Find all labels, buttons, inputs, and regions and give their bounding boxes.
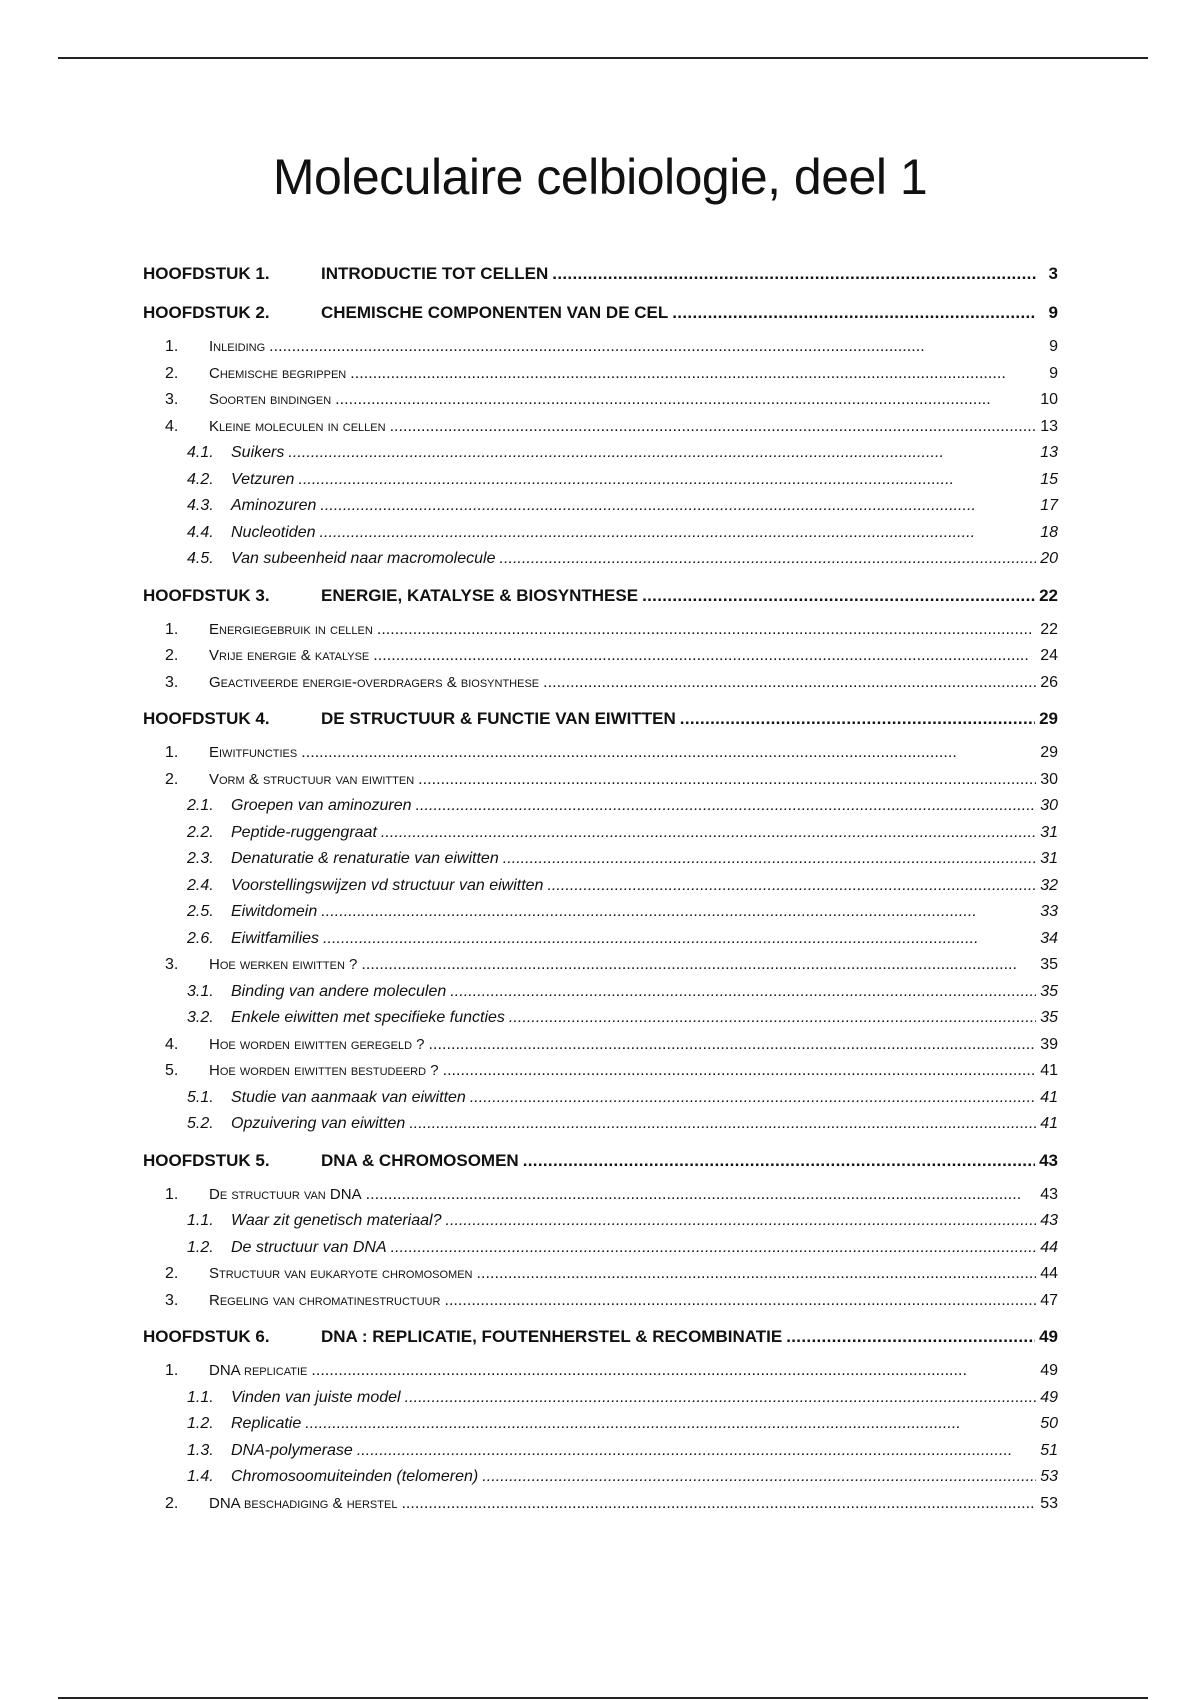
toc-entry-page: 43 xyxy=(1039,1150,1058,1170)
toc-dot-leader xyxy=(320,493,1036,520)
toc-entry-page: 13 xyxy=(1040,417,1058,435)
toc-entry[interactable] xyxy=(143,1464,1058,1491)
toc-entry-number: 3. xyxy=(165,673,179,691)
toc-entry-number: 3.2. xyxy=(187,1009,214,1026)
toc-entry-page: 32 xyxy=(1040,876,1058,894)
toc-entry-number: 3. xyxy=(165,956,179,973)
toc-entry-label: DNA : REPLICATIE, FOUTENHERSTEL & RECOMBINATIE xyxy=(321,1327,783,1346)
toc-entry-page: 44 xyxy=(1040,1265,1058,1282)
toc-entry[interactable] xyxy=(143,361,1058,388)
toc-entry-page: 9 xyxy=(1049,364,1058,382)
toc-entry-number: 4.3. xyxy=(187,497,214,514)
toc-entry-number: 4.5. xyxy=(187,550,214,567)
toc-entry-number: 3.1. xyxy=(187,982,214,1000)
toc-entry-page: 41 xyxy=(1040,1062,1058,1079)
toc-entry[interactable] xyxy=(143,1208,1058,1235)
toc-dot-leader xyxy=(552,255,1036,293)
toc-entry-page: 9 xyxy=(1049,338,1058,355)
toc-entry[interactable] xyxy=(143,1085,1058,1112)
toc-entry[interactable] xyxy=(143,387,1058,414)
toc-entry-number: 4. xyxy=(165,417,179,435)
toc-entry-label: Vetzuren xyxy=(231,470,295,488)
toc-entry-number: 2. xyxy=(165,1265,179,1282)
toc-entry-number: 3. xyxy=(165,391,179,408)
toc-dot-leader xyxy=(321,899,1036,926)
toc-entry-label: Peptide-ruggengraat xyxy=(231,823,377,841)
toc-entry[interactable] xyxy=(143,643,1058,670)
toc-dot-leader xyxy=(680,700,1035,738)
toc-entry-number: 3. xyxy=(165,1291,179,1309)
toc-entry-label: Geactiveerde energie-overdragers & biosynthese xyxy=(209,673,540,691)
toc-entry-label: INTRODUCTIE TOT CELLEN xyxy=(321,264,549,283)
toc-entry[interactable] xyxy=(143,1058,1058,1085)
toc-entry[interactable] xyxy=(143,740,1058,767)
toc-entry[interactable] xyxy=(143,1111,1058,1138)
toc-entry[interactable] xyxy=(143,1261,1058,1288)
toc-entry-number: 2.1. xyxy=(187,797,214,814)
toc-entry-number: HOOFDSTUK 5. xyxy=(143,1150,270,1170)
toc-entry-label: Chemische begrippen xyxy=(209,364,347,382)
toc-entry-label: Kleine moleculen in cellen xyxy=(209,417,386,435)
toc-entry-label: Eiwitfuncties xyxy=(209,744,298,761)
toc-entry-number: 5.2. xyxy=(187,1115,214,1132)
toc-chapter-entry[interactable] xyxy=(143,255,1058,293)
toc-dot-leader xyxy=(409,1111,1036,1138)
toc-entry-page: 31 xyxy=(1040,823,1058,841)
toc-dot-leader xyxy=(543,670,1036,697)
toc-entry[interactable] xyxy=(143,926,1058,953)
toc-dot-leader xyxy=(366,1182,1036,1209)
toc-dot-leader xyxy=(523,1142,1035,1180)
toc-entry-number: 1. xyxy=(165,744,179,761)
toc-entry-label: Binding van andere moleculen xyxy=(231,982,447,1000)
toc-entry-number: 4.2. xyxy=(187,470,214,488)
toc-dot-leader xyxy=(672,294,1036,332)
toc-entry[interactable] xyxy=(143,493,1058,520)
toc-entry-page: 41 xyxy=(1040,1088,1058,1106)
toc-entry-number: 2.3. xyxy=(187,850,214,867)
toc-dot-leader xyxy=(401,1491,1036,1518)
toc-entry-number: HOOFDSTUK 6. xyxy=(143,1327,270,1346)
toc-entry-page: 49 xyxy=(1040,1362,1058,1379)
toc-entry-number: 4.1. xyxy=(187,444,214,461)
toc-entry-number: 5.1. xyxy=(187,1088,214,1106)
toc-entry-page: 10 xyxy=(1040,391,1058,408)
toc-entry[interactable] xyxy=(143,1438,1058,1465)
toc-dot-leader xyxy=(470,1085,1036,1112)
toc-entry-number: 5. xyxy=(165,1062,179,1079)
toc-entry-label: Soorten bindingen xyxy=(209,391,332,408)
toc-entry-page: 49 xyxy=(1039,1327,1058,1346)
toc-entry-number: 1.2. xyxy=(187,1238,214,1256)
toc-entry-page: 43 xyxy=(1040,1185,1058,1203)
toc-entry-label: Aminozuren xyxy=(231,497,317,514)
toc-dot-leader xyxy=(450,979,1036,1006)
toc-dot-leader xyxy=(361,952,1036,979)
toc-entry-label: Vrije energie & katalyse xyxy=(209,647,370,664)
toc-entry-page: 18 xyxy=(1040,523,1058,541)
toc-entry-label: Voorstellingswijzen vd structuur van eiwitten xyxy=(231,876,544,894)
toc-entry-page: 13 xyxy=(1040,444,1058,461)
toc-entry-label: Vorm & structuur van eiwitten xyxy=(209,770,415,788)
toc-dot-leader xyxy=(444,1288,1036,1315)
toc-dot-leader xyxy=(373,643,1036,670)
toc-entry[interactable] xyxy=(143,952,1058,979)
toc-entry[interactable] xyxy=(143,467,1058,494)
toc-entry[interactable] xyxy=(143,1385,1058,1412)
toc-entry-page: 9 xyxy=(1048,303,1058,322)
toc-entry-number: 2.6. xyxy=(187,929,214,947)
toc-dot-leader xyxy=(323,926,1036,953)
toc-chapter-entry[interactable] xyxy=(143,294,1058,332)
toc-entry[interactable] xyxy=(143,793,1058,820)
toc-entry[interactable] xyxy=(143,334,1058,361)
toc-entry-number: 2. xyxy=(165,1494,179,1512)
toc-entry-label: Suikers xyxy=(231,444,285,461)
toc-entry-label: DE STRUCTUUR & FUNCTIE VAN EIWITTEN xyxy=(321,709,676,728)
toc-entry-label: DNA beschadiging & herstel xyxy=(209,1494,398,1512)
toc-entry-number: 1.2. xyxy=(187,1415,214,1432)
toc-entry-page: 39 xyxy=(1040,1035,1058,1053)
toc-dot-leader xyxy=(311,1358,1036,1385)
toc-entry[interactable] xyxy=(143,520,1058,547)
toc-dot-leader xyxy=(429,1032,1036,1059)
toc-entry[interactable] xyxy=(143,546,1058,573)
toc-dot-leader xyxy=(443,1058,1036,1085)
toc-entry[interactable] xyxy=(143,670,1058,697)
toc-entry-page: 24 xyxy=(1040,647,1058,664)
toc-entry-number: 1. xyxy=(165,620,179,638)
toc-entry-page: 34 xyxy=(1040,929,1058,947)
toc-entry-number: 1. xyxy=(165,338,179,355)
toc-entry[interactable] xyxy=(143,767,1058,794)
toc-entry-number: 2. xyxy=(165,364,179,382)
toc-entry[interactable] xyxy=(143,979,1058,1006)
toc-entry-label: Hoe worden eiwitten bestudeerd ? xyxy=(209,1062,439,1079)
table-of-contents xyxy=(143,255,1058,1517)
toc-chapter-entry[interactable] xyxy=(143,700,1058,738)
toc-entry-number: 2.4. xyxy=(187,876,214,894)
toc-entry[interactable] xyxy=(143,414,1058,441)
toc-entry-page: 30 xyxy=(1040,770,1058,788)
toc-entry-page: 15 xyxy=(1040,470,1058,488)
toc-dot-leader xyxy=(482,1464,1036,1491)
toc-entry-page: 20 xyxy=(1040,550,1058,567)
toc-entry-label: Hoe werken eiwitten ? xyxy=(209,956,358,973)
toc-entry-page: 49 xyxy=(1040,1388,1058,1406)
toc-entry-label: Denaturatie & renaturatie van eiwitten xyxy=(231,850,499,867)
toc-entry-page: 53 xyxy=(1040,1494,1058,1512)
toc-dot-leader xyxy=(445,1208,1036,1235)
toc-entry[interactable] xyxy=(143,1288,1058,1315)
toc-entry[interactable] xyxy=(143,1005,1058,1032)
toc-entry-page: 35 xyxy=(1040,956,1058,973)
toc-entry-page: 41 xyxy=(1040,1115,1058,1132)
toc-entry-page: 51 xyxy=(1040,1441,1058,1459)
toc-entry-label: Inleiding xyxy=(209,338,266,355)
toc-entry-label: CHEMISCHE COMPONENTEN VAN DE CEL xyxy=(321,303,669,322)
toc-entry-label: Eiwitfamilies xyxy=(231,929,320,947)
toc-entry-page: 50 xyxy=(1040,1415,1058,1432)
toc-dot-leader xyxy=(503,846,1036,873)
toc-dot-leader xyxy=(350,361,1036,388)
toc-dot-leader xyxy=(391,1235,1036,1262)
toc-dot-leader xyxy=(377,617,1036,644)
toc-dot-leader xyxy=(547,873,1036,900)
toc-entry[interactable] xyxy=(143,1411,1058,1438)
document-title: Moleculaire celbiologie, deel 1 xyxy=(272,149,928,205)
toc-entry-page: 26 xyxy=(1040,673,1058,691)
toc-entry-label: DNA & CHROMOSOMEN xyxy=(321,1150,519,1170)
toc-entry[interactable] xyxy=(143,820,1058,847)
toc-dot-leader xyxy=(269,334,1036,361)
toc-entry-number: HOOFDSTUK 4. xyxy=(143,709,270,728)
toc-entry-number: HOOFDSTUK 1. xyxy=(143,264,270,283)
toc-entry-page: 22 xyxy=(1040,620,1058,638)
toc-entry-page: 22 xyxy=(1039,585,1058,605)
toc-entry-page: 33 xyxy=(1040,903,1058,920)
toc-dot-leader xyxy=(418,767,1036,794)
toc-entry-label: De structuur van DNA xyxy=(231,1238,387,1256)
toc-entry-number: 2.5. xyxy=(187,903,214,920)
toc-entry[interactable] xyxy=(143,1182,1058,1209)
toc-entry-label: Replicatie xyxy=(231,1415,302,1432)
toc-entry-page: 31 xyxy=(1040,850,1058,867)
toc-entry-page: 53 xyxy=(1040,1468,1058,1485)
toc-entry-label: DNA-polymerase xyxy=(231,1441,353,1459)
toc-dot-leader xyxy=(509,1005,1036,1032)
toc-entry-number: 1. xyxy=(165,1362,179,1379)
toc-entry-label: Enkele eiwitten met specifieke functies xyxy=(231,1009,505,1026)
toc-chapter-entry[interactable] xyxy=(143,1142,1058,1180)
toc-entry[interactable] xyxy=(143,440,1058,467)
toc-dot-leader xyxy=(320,520,1037,547)
toc-entry-label: Vinden van juiste model xyxy=(231,1388,401,1406)
toc-entry-page: 29 xyxy=(1040,744,1058,761)
toc-entry-number: 1. xyxy=(165,1185,179,1203)
toc-entry-label: Eiwitdomein xyxy=(231,903,318,920)
toc-entry-label: Structuur van eukaryote chromosomen xyxy=(209,1265,473,1282)
toc-dot-leader xyxy=(381,820,1036,847)
toc-entry-label: Groepen van aminozuren xyxy=(231,797,412,814)
toc-entry-label: Waar zit genetisch materiaal? xyxy=(231,1212,442,1229)
toc-dot-leader xyxy=(298,467,1036,494)
toc-entry-page: 35 xyxy=(1040,982,1058,1000)
toc-dot-leader xyxy=(642,577,1035,615)
toc-entry-number: 2.2. xyxy=(187,823,214,841)
toc-entry-label: Hoe worden eiwitten geregeld ? xyxy=(209,1035,425,1053)
toc-entry-label: ENERGIE, KATALYSE & BIOSYNTHESE xyxy=(321,585,639,605)
toc-entry[interactable] xyxy=(143,1358,1058,1385)
toc-entry-page: 3 xyxy=(1048,264,1058,283)
toc-entry-page: 43 xyxy=(1040,1212,1058,1229)
toc-entry-label: Chromosoomuiteinden (telomeren) xyxy=(231,1468,479,1485)
toc-entry[interactable] xyxy=(143,1491,1058,1518)
toc-entry-number: 4. xyxy=(165,1035,179,1053)
toc-chapter-entry[interactable] xyxy=(143,1318,1058,1356)
toc-entry-number: 2. xyxy=(165,647,179,664)
toc-entry[interactable] xyxy=(143,899,1058,926)
toc-entry[interactable] xyxy=(143,1032,1058,1059)
toc-entry-page: 47 xyxy=(1040,1291,1058,1309)
toc-dot-leader xyxy=(477,1261,1036,1288)
toc-entry-label: De structuur van DNA xyxy=(209,1185,362,1203)
toc-entry-number: HOOFDSTUK 3. xyxy=(143,585,270,605)
toc-entry-label: Van subeenheid naar macromolecule xyxy=(231,550,496,567)
toc-entry-number: 1.1. xyxy=(187,1212,214,1229)
toc-entry-label: Opzuivering van eiwitten xyxy=(231,1115,406,1132)
toc-entry-number: 4.4. xyxy=(187,523,214,541)
toc-entry-number: 1.4. xyxy=(187,1468,214,1485)
toc-dot-leader xyxy=(335,387,1036,414)
toc-dot-leader xyxy=(288,440,1036,467)
toc-entry[interactable] xyxy=(143,617,1058,644)
toc-entry[interactable] xyxy=(143,1235,1058,1262)
toc-entry-page: 30 xyxy=(1040,797,1058,814)
toc-entry-label: DNA replicatie xyxy=(209,1362,308,1379)
toc-entry-label: Studie van aanmaak van eiwitten xyxy=(231,1088,466,1106)
toc-entry-number: 2. xyxy=(165,770,179,788)
footer-rule xyxy=(58,1697,1148,1699)
toc-entry-label: Regeling van chromatinestructuur xyxy=(209,1291,441,1309)
toc-entry-page: 29 xyxy=(1039,709,1058,728)
toc-dot-leader xyxy=(301,740,1036,767)
toc-dot-leader xyxy=(305,1411,1036,1438)
toc-dot-leader xyxy=(357,1438,1036,1465)
toc-dot-leader xyxy=(405,1385,1036,1412)
toc-entry-page: 17 xyxy=(1040,497,1058,514)
toc-entry[interactable] xyxy=(143,846,1058,873)
toc-entry-number: HOOFDSTUK 2. xyxy=(143,303,270,322)
toc-entry-label: Energiegebruik in cellen xyxy=(209,620,373,638)
toc-entry-number: 1.3. xyxy=(187,1441,214,1459)
toc-chapter-entry[interactable] xyxy=(143,577,1058,615)
toc-dot-leader xyxy=(416,793,1036,820)
toc-dot-leader xyxy=(499,546,1036,573)
header-rule xyxy=(58,57,1148,59)
toc-dot-leader xyxy=(390,414,1036,441)
toc-entry-page: 44 xyxy=(1040,1238,1058,1256)
toc-dot-leader xyxy=(786,1318,1035,1356)
toc-entry[interactable] xyxy=(143,873,1058,900)
toc-entry-label: Nucleotiden xyxy=(231,523,316,541)
toc-entry-page: 35 xyxy=(1040,1009,1058,1026)
toc-entry-number: 1.1. xyxy=(187,1388,214,1406)
